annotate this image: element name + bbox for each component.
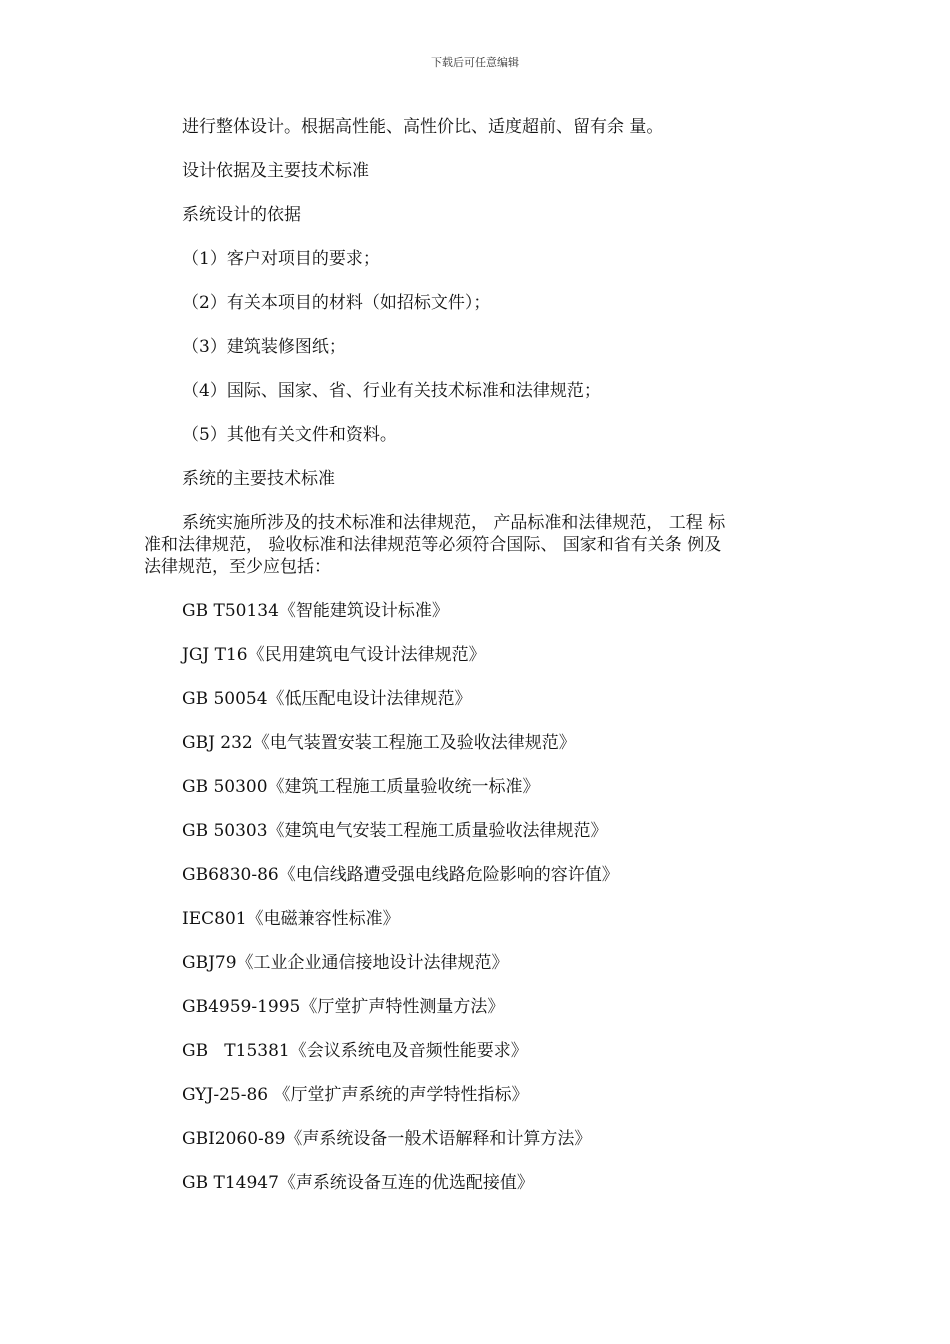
standard-item: GB 50054《低压配电设计法律规范》 <box>182 689 472 709</box>
standard-item: GYJ-25-86 《厅堂扩声系统的声学特性指标》 <box>182 1085 529 1105</box>
standard-item: GBJ79《工业企业通信接地设计法律规范》 <box>182 953 509 973</box>
paragraph-line: 法律规范，至少应包括： <box>144 557 331 577</box>
standard-item: GB 50300《建筑工程施工质量验收统一标准》 <box>182 777 540 797</box>
list-item: （1）客户对项目的要求； <box>182 249 380 269</box>
standard-item: GB T50134《智能建筑设计标准》 <box>182 601 449 621</box>
subheading-system-design-basis: 系统设计的依据 <box>182 205 301 225</box>
standard-item: GB4959-1995《厅堂扩声特性测量方法》 <box>182 997 505 1017</box>
list-item: （4）国际、国家、省、行业有关技术标准和法律规范； <box>182 381 601 401</box>
list-item: （2）有关本项目的材料（如招标文件）； <box>182 293 491 313</box>
paragraph-line: 准和法律规范， 验收标准和法律规范等必须符合国际、 国家和省有关条 例及 <box>144 535 722 555</box>
standard-item: JGJ T16《民用建筑电气设计法律规范》 <box>182 645 486 665</box>
body-line-intro: 进行整体设计。根据高性能、高性价比、适度超前、留有余 量。 <box>182 117 664 137</box>
page-header: 下载后可任意编辑 <box>431 56 519 69</box>
standard-item: IEC801《电磁兼容性标准》 <box>182 909 400 929</box>
subheading-main-standards: 系统的主要技术标准 <box>182 469 335 489</box>
list-item: （3）建筑装修图纸； <box>182 337 346 357</box>
paragraph-line: 系统实施所涉及的技术标准和法律规范， 产品标准和法律规范， 工程 标 <box>182 513 726 533</box>
section-heading-design-basis: 设计依据及主要技术标准 <box>182 161 369 181</box>
standard-item: GB T14947《声系统设备互连的优选配接值》 <box>182 1173 534 1193</box>
standard-item: GBJ 232《电气装置安装工程施工及验收法律规范》 <box>182 733 576 753</box>
standard-item: GBI2060-89《声系统设备一般术语解释和计算方法》 <box>182 1129 592 1149</box>
standard-item: GB T15381《会议系统电及音频性能要求》 <box>182 1041 528 1061</box>
standard-item: GB6830-86《电信线路遭受强电线路危险影响的容许值》 <box>182 865 619 885</box>
list-item: （5）其他有关文件和资料。 <box>182 425 397 445</box>
standards-intro-paragraph <box>144 512 794 578</box>
standard-item: GB 50303《建筑电气安装工程施工质量验收法律规范》 <box>182 821 608 841</box>
